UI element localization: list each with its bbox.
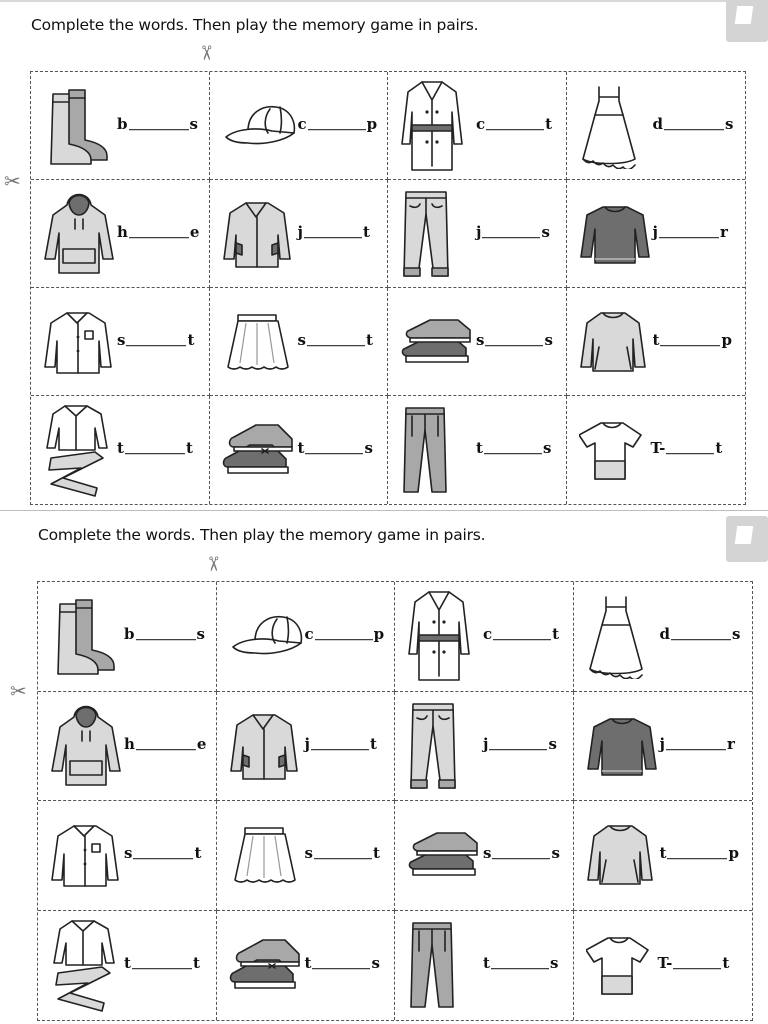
- answer-blank-line: [666, 749, 726, 750]
- word-blank: [660, 625, 741, 643]
- last-letter: s: [541, 222, 550, 241]
- cap-icon: [222, 101, 298, 151]
- word-card: [217, 582, 396, 692]
- word-blank: [124, 625, 205, 643]
- word-blank: [660, 735, 735, 753]
- tracksuit-icon: [50, 917, 120, 1013]
- word-card: [395, 692, 574, 802]
- last-letter: e: [196, 734, 207, 753]
- hoodie-icon: [50, 703, 122, 789]
- answer-blank-line: [136, 639, 196, 640]
- t-shirt-icon: [586, 932, 652, 998]
- first-letter: b: [124, 625, 135, 644]
- first-letter: j: [304, 734, 310, 753]
- word-blank: [117, 115, 198, 133]
- first-letter: t: [304, 954, 312, 973]
- word-card: [210, 396, 389, 504]
- scissors-icon: ✂: [4, 169, 21, 193]
- first-letter: h: [124, 734, 135, 753]
- last-letter: r: [719, 222, 728, 241]
- last-letter: s: [371, 954, 380, 973]
- first-letter: T-: [650, 439, 666, 458]
- tracksuit-icon: [43, 402, 113, 498]
- word-card: [388, 396, 567, 504]
- answer-blank-line: [484, 453, 542, 454]
- answer-blank-line: [659, 237, 719, 238]
- word-blank: [298, 115, 378, 133]
- jeans-icon: [407, 700, 459, 792]
- answer-blank-line: [492, 858, 550, 859]
- boots-icon: [50, 594, 120, 678]
- answer-blank-line: [311, 749, 369, 750]
- word-card: [574, 801, 753, 911]
- answer-blank-line: [493, 639, 551, 640]
- answer-blank-line: [486, 129, 544, 130]
- word-blank: [476, 115, 552, 133]
- word-card: [31, 72, 210, 180]
- word-blank: [476, 439, 551, 457]
- last-letter: s: [364, 439, 373, 458]
- shirt-icon: [50, 820, 120, 890]
- shirt-icon: [43, 307, 113, 377]
- last-letter: s: [189, 114, 198, 133]
- last-letter: t: [545, 114, 553, 133]
- last-letter: t: [194, 844, 202, 863]
- first-letter: T-: [657, 954, 673, 973]
- word-blank: [305, 735, 377, 753]
- last-letter: t: [722, 954, 730, 973]
- skirt-icon: [229, 822, 299, 888]
- word-card: [38, 911, 217, 1021]
- word-blank: [653, 223, 728, 241]
- first-letter: t: [652, 330, 660, 349]
- corner-tab-icon: [726, 0, 768, 42]
- word-card: [210, 288, 389, 396]
- first-letter: t: [124, 954, 131, 973]
- word-card: [395, 582, 574, 692]
- answer-blank-line: [315, 639, 373, 640]
- word-card: [31, 180, 210, 288]
- word-blank: [298, 439, 373, 457]
- answer-blank-line: [308, 129, 366, 130]
- last-letter: p: [721, 330, 732, 349]
- last-letter: s: [544, 330, 553, 349]
- last-letter: p: [366, 114, 378, 133]
- first-letter: t: [117, 439, 124, 458]
- boots-icon: [43, 84, 113, 168]
- word-card: [38, 692, 217, 802]
- jumper-icon: [579, 201, 651, 267]
- last-letter: t: [187, 330, 195, 349]
- word-card: [217, 692, 396, 802]
- last-letter: s: [196, 625, 205, 644]
- first-letter: d: [659, 625, 670, 644]
- trousers-icon: [407, 919, 457, 1011]
- answer-blank-line: [482, 237, 540, 238]
- word-blank: [117, 439, 193, 457]
- first-letter: c: [304, 625, 314, 644]
- jumper-icon: [586, 713, 658, 779]
- word-blank: [483, 625, 559, 643]
- last-letter: p: [373, 625, 385, 644]
- word-card: [31, 288, 210, 396]
- trousers-icon: [400, 404, 450, 496]
- last-letter: t: [369, 734, 377, 753]
- answer-blank-line: [136, 749, 196, 750]
- answer-blank-line: [312, 968, 370, 969]
- last-letter: r: [726, 734, 735, 753]
- last-letter: t: [372, 844, 380, 863]
- top-icon: [586, 820, 654, 890]
- last-letter: s: [732, 625, 741, 644]
- first-letter: j: [297, 222, 303, 241]
- answer-blank-line: [133, 858, 193, 859]
- answer-blank-line: [671, 639, 731, 640]
- sheet-divider: [0, 510, 768, 511]
- first-letter: s: [297, 330, 306, 349]
- shoes-icon: [407, 827, 483, 883]
- first-letter: s: [304, 844, 313, 863]
- last-letter: t: [552, 625, 560, 644]
- first-letter: d: [652, 114, 663, 133]
- word-card: [210, 180, 389, 288]
- answer-blank-line: [673, 968, 721, 969]
- trainers-icon: [229, 934, 305, 996]
- answer-blank-line: [664, 129, 724, 130]
- first-letter: s: [476, 330, 485, 349]
- card-grid-top: [30, 71, 746, 505]
- last-letter: s: [551, 844, 560, 863]
- word-blank: [660, 844, 739, 862]
- instruction-text: Complete the words. Then play the memory game in pairs.: [31, 16, 479, 34]
- first-letter: c: [297, 114, 307, 133]
- last-letter: s: [725, 114, 734, 133]
- corner-tab-icon: [726, 516, 768, 562]
- first-letter: t: [483, 954, 490, 973]
- last-letter: t: [362, 222, 370, 241]
- word-card: [574, 582, 753, 692]
- instruction-text: Complete the words. Then play the memory game in pairs.: [38, 526, 486, 544]
- answer-blank-line: [126, 345, 186, 346]
- skirt-icon: [222, 309, 292, 375]
- word-blank: [483, 954, 558, 972]
- word-card: [217, 911, 396, 1021]
- word-card: [567, 288, 746, 396]
- word-card: [574, 692, 753, 802]
- first-letter: c: [476, 114, 486, 133]
- word-blank: [658, 954, 730, 972]
- scissors-icon: ✂: [10, 679, 27, 703]
- last-letter: s: [548, 734, 557, 753]
- word-card: [31, 396, 210, 504]
- scissors-icon: ✂: [194, 44, 219, 62]
- top-edge-line: [0, 0, 768, 2]
- answer-blank-line: [667, 858, 727, 859]
- word-blank: [653, 115, 734, 133]
- word-card: [395, 801, 574, 911]
- coat-icon: [400, 78, 464, 174]
- top-icon: [579, 307, 647, 377]
- last-letter: e: [189, 222, 200, 241]
- first-letter: j: [659, 734, 665, 753]
- trainers-icon: [222, 419, 298, 481]
- word-blank: [298, 331, 373, 349]
- card-grid-bottom: [37, 581, 753, 1021]
- first-letter: t: [659, 844, 667, 863]
- answer-blank-line: [305, 453, 363, 454]
- word-blank: [476, 331, 553, 349]
- word-blank: [483, 735, 557, 753]
- word-blank: [305, 954, 380, 972]
- first-letter: s: [483, 844, 492, 863]
- first-letter: s: [117, 330, 126, 349]
- scissors-icon: ✂: [201, 555, 226, 573]
- first-letter: t: [297, 439, 305, 458]
- first-letter: j: [476, 222, 482, 241]
- jacket-icon: [222, 197, 292, 271]
- word-blank: [124, 735, 206, 753]
- jeans-icon: [400, 188, 452, 280]
- answer-blank-line: [314, 858, 372, 859]
- word-card: [210, 72, 389, 180]
- word-card: [567, 72, 746, 180]
- word-card: [38, 582, 217, 692]
- word-blank: [483, 844, 560, 862]
- word-card: [388, 72, 567, 180]
- dress-icon: [579, 83, 639, 169]
- first-letter: t: [476, 439, 483, 458]
- word-card: [388, 180, 567, 288]
- answer-blank-line: [307, 345, 365, 346]
- word-blank: [298, 223, 370, 241]
- answer-blank-line: [132, 968, 192, 969]
- first-letter: j: [652, 222, 658, 241]
- word-blank: [651, 439, 723, 457]
- last-letter: t: [192, 954, 200, 973]
- word-card: [574, 911, 753, 1021]
- word-card: [395, 911, 574, 1021]
- word-blank: [124, 954, 200, 972]
- word-blank: [653, 331, 732, 349]
- last-letter: s: [542, 439, 552, 458]
- last-letter: t: [365, 330, 373, 349]
- jacket-icon: [229, 709, 299, 783]
- answer-blank-line: [491, 968, 549, 969]
- word-blank: [124, 844, 201, 862]
- word-blank: [305, 625, 385, 643]
- last-letter: t: [715, 439, 723, 458]
- last-letter: t: [185, 439, 193, 458]
- first-letter: c: [483, 625, 493, 644]
- answer-blank-line: [125, 453, 185, 454]
- worksheet-bottom: [0, 510, 768, 1024]
- first-letter: h: [117, 222, 128, 241]
- coat-icon: [407, 588, 471, 684]
- last-letter: s: [549, 954, 559, 973]
- word-blank: [305, 844, 380, 862]
- shoes-icon: [400, 314, 476, 370]
- answer-blank-line: [489, 749, 547, 750]
- word-card: [38, 801, 217, 911]
- first-letter: b: [117, 114, 128, 133]
- cap-icon: [229, 611, 305, 661]
- first-letter: j: [483, 734, 489, 753]
- answer-blank-line: [485, 345, 543, 346]
- answer-blank-line: [304, 237, 362, 238]
- first-letter: s: [124, 844, 133, 863]
- word-card: [217, 801, 396, 911]
- word-card: [388, 288, 567, 396]
- dress-icon: [586, 593, 646, 679]
- answer-blank-line: [129, 129, 189, 130]
- answer-blank-line: [129, 237, 189, 238]
- word-blank: [476, 223, 550, 241]
- answer-blank-line: [660, 345, 720, 346]
- word-blank: [117, 331, 194, 349]
- hoodie-icon: [43, 191, 115, 277]
- word-card: [567, 396, 746, 504]
- last-letter: p: [728, 844, 739, 863]
- t-shirt-icon: [579, 417, 645, 483]
- answer-blank-line: [666, 453, 714, 454]
- worksheet-top: [0, 0, 768, 508]
- word-card: [567, 180, 746, 288]
- word-blank: [117, 223, 199, 241]
